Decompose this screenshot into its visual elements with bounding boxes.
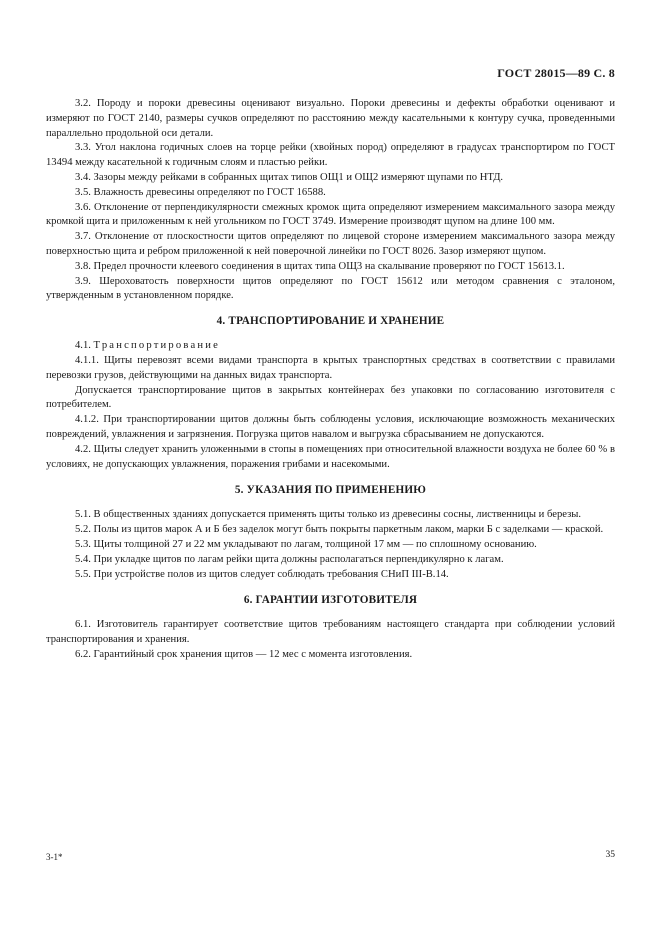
clause-4-1	[46, 339, 615, 354]
clause-5-4: 5.4. При укладке щитов по лагам рейки щита должны располагаться перпендикулярно к лагам.	[75, 553, 504, 565]
page-number: 35	[605, 850, 615, 860]
section-5	[46, 508, 615, 582]
clause-5-5: 5.5. При устройстве полов из щитов следует соблюдать требования СНиП III-В.14.	[75, 568, 449, 580]
section-4	[46, 339, 615, 472]
clause-3-7: 3.7. Отклонение от плоскостности щитов определяют по лицевой стороне измерением максимального зазора между поверхностью щита и ребром приложенной к ней поверочной линейки по ГОСТ 8026. Зазор измеряют щупом.	[46, 231, 615, 257]
clause-6-1: 6.1. Изготовитель гарантирует соответствие щитов требованиям настоящего стандарта при соблюдении условий транспортирования и хранения.	[46, 619, 615, 646]
section-6-heading: 6. ГАРАНТИИ ИЗГОТОВИТЕЛЯ	[243, 594, 418, 607]
clause-3-5: 3.5. Влажность древесины определяют по ГОСТ 16588.	[75, 186, 326, 198]
clause-3-3: 3.3. Угол наклона годичных слоев на торце рейки (хвойных пород) определяют в градусах транспортиром по ГОСТ 13494 между касательной к годичным слоям и пластью рейки.	[46, 142, 615, 169]
clause-4-1-number: 4.1.	[75, 340, 91, 352]
clause-4-1-1-note: Допускается транспортирование щитов в закрытых контейнерах без упаковки по согласованию изготовителя с потребителем.	[46, 384, 615, 411]
section-5-heading: 5. УКАЗАНИЯ ПО ПРИМЕНЕНИЮ	[234, 484, 427, 497]
footer-mark: 3-1*	[46, 852, 63, 862]
clause-3-9: 3.9. Шероховатость поверхности щитов определяют по ГОСТ 15612 или методом сравнения с эталоном, утвержденным в установленном порядке.	[46, 275, 615, 302]
clause-3-4: 3.4. Зазоры между рейками в собранных щитах типов ОЩ1 и ОЩ2 измеряют щупами по НТД.	[75, 171, 504, 183]
clause-3-2: 3.2. Породу и пороки древесины оценивают визуально. Пороки древесины и дефекты обработки оценивают и измеряют по ГОСТ 2140, размеры сучков определяют по расстоянию между касательными к контуру сучка, проведенными параллельно продольной оси детали.	[46, 98, 615, 139]
page-header: ГОСТ 28015—89 С. 8	[497, 66, 615, 80]
clause-3-8: 3.8. Предел прочности клеевого соединения в щитах типа ОЩ3 на скалывание проверяют по ГОСТ 15613.1.	[75, 260, 565, 272]
clause-3-6: 3.6. Отклонение от перпендикулярности смежных кромок щита определяют измерением максимального зазора между кромкой щита и приложенным к ней угольником по ГОСТ 3749. Измерение производят щупом на длине 100 мм.	[46, 201, 615, 228]
section-6	[46, 618, 615, 662]
clause-4-1-2: 4.1.2. При транспортировании щитов должны быть соблюдены условия, исключающие возможность механических повреждений, увлажнения и загрязнения. Погрузка щитов навалом и выгрузка сбрасыванием не допускаются.	[46, 414, 615, 440]
clause-6-2: 6.2. Гарантийный срок хранения щитов — 12 мес с момента изготовления.	[75, 648, 413, 660]
clause-4-1-1: 4.1.1. Щиты перевозят всеми видами транспорта в крытых транспортных средствах в соответствии с правилами перевозки грузов, действующими на данных видах транспорта.	[46, 354, 615, 381]
clause-5-2: 5.2. Полы из щитов марок А и Б без заделок могут быть покрыты паркетным лаком, марки Б с заделками — краской.	[75, 524, 604, 536]
clause-4-2: 4.2. Щиты следует хранить уложенными в стопы в помещениях при относительной влажности воздуха не более 60 % в условиях, не допускающих увлажнения, поражения грибами и насекомыми.	[46, 443, 615, 470]
document-body	[46, 97, 615, 663]
section-3	[46, 97, 615, 304]
clause-4-1-title: Транспортирование	[93, 340, 221, 352]
section-4-heading: 4. ТРАНСПОРТИРОВАНИЕ И ХРАНЕНИЕ	[216, 315, 445, 328]
clause-5-3: 5.3. Щиты толщиной 27 и 22 мм укладывают по лагам, толщиной 17 мм — по сплошному основанию.	[75, 538, 537, 550]
clause-5-1: 5.1. В общественных зданиях допускается применять щиты только из древесины сосны, лиственницы и березы.	[75, 509, 582, 521]
